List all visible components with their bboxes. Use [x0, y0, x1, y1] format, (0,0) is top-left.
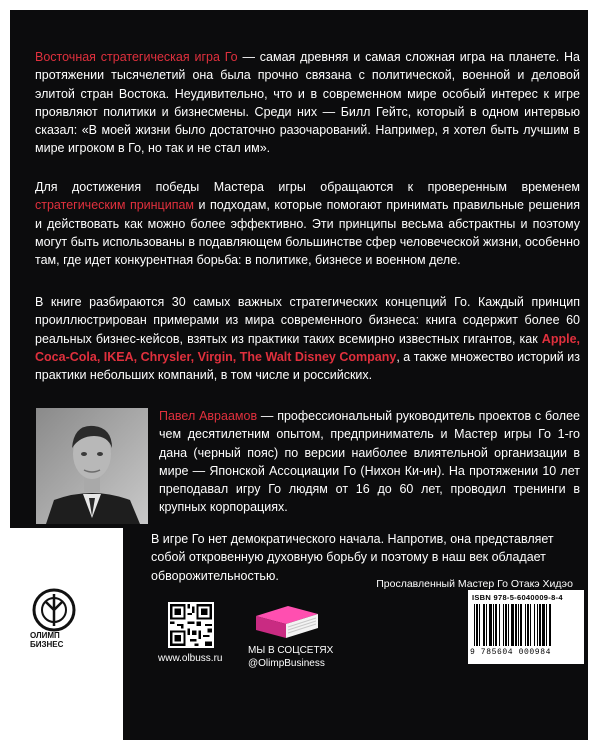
principles-text-after: и подходам, которые помогают принимать правильные решения и действовать как можно более эффективно. Эти принципы весьма абстрактны и поэтому могут быть использованы в подавляющем большинстве сфер человеческой жизни, особенно там, где идет конкурентная борьба: в политике, бизнесе и военном деле.: [35, 198, 580, 268]
publisher-name-line2: БИЗНЕС: [30, 640, 64, 649]
intro-text: — самая древняя и самая сложная игра на планете. На протяжении тысячелетий она была прочно связана с политической, военной и деловой элитой стран Востока. Неудивительно, что и в современном мире особый интерес к игре проявляют политики и бизнесмены. Среди них — Билл Гейтс, который в одном интервью сказал: «В моей жизни было достаточно разочарований. Например, я хотел быть лучшим в мире игроком в Го, но так и не стал им».: [35, 50, 580, 156]
cases-text-after: , а также множество историй из практики небольших компаний, в том числе и российских.: [35, 349, 580, 383]
author-bio: [159, 407, 580, 517]
publisher-name: [30, 631, 100, 649]
barcode-panel: [468, 590, 584, 664]
principles-paragraph: [35, 178, 580, 269]
go-highlight: Восточная стратегическая игра Го: [35, 50, 238, 64]
author-name: Павел Авраамов: [159, 409, 258, 423]
principles-text-before: Для достижения победы Мастера игры обращаются к проверенным временем: [35, 180, 580, 194]
social-handle[interactable]: @OlimpBusiness: [248, 658, 325, 669]
intro-paragraph: [35, 48, 580, 158]
cases-text-before: В книге разбираются 30 самых важных стратегических концепций Го. Каждый принцип проиллюстрирован примерами из мира современного бизнеса: книга содержит более 60 реальных бизнес-кейсов, взятых из практики таких всемирно известных гигантов, как: [35, 295, 580, 346]
publisher-website[interactable]: www.olbuss.ru: [158, 653, 223, 664]
olimp-logo-icon: [32, 588, 76, 632]
social-title: МЫ В СОЦСЕТЯХ: [248, 645, 334, 656]
publisher-name-line1: ОЛИМП: [30, 631, 60, 640]
companies-highlight: Apple, Coca-Cola, IKEA, Chrysler, Virgin, The Walt Disney Company: [35, 331, 580, 364]
author-photo: [36, 408, 148, 524]
barcode-digits: 9 785604 000984: [470, 648, 552, 657]
book-icon: [252, 602, 322, 642]
go-quote: В игре Го нет демократического начала. Напротив, она представляет собой откровенную духовную борьбу и поэтому в наш век обладает обворожительностью.: [151, 532, 554, 583]
book-back-cover: [10, 10, 588, 740]
quote-attribution: Прославленный Мастер Го Отакэ Хидэо: [376, 578, 573, 590]
principles-highlight: стратегическим принципам: [35, 198, 195, 213]
author-bio-text: — профессиональный руководитель проектов с более чем десятилетним опытом, предприниматель и Мастер игры Го 1-го дана (черный пояс) по версии наиболее влиятельной организации в мире — Японской Ассоциации Го (Нихон Ки-ин). На протяжении 10 лет преподавал игру Го людям от 16 до 60 лет, проводил тренинги в крупных корпорациях.: [159, 409, 580, 515]
social-block: [248, 644, 333, 670]
isbn-number: ISBN 978-5-6040009-8-4: [472, 593, 563, 602]
cases-paragraph: [35, 293, 580, 384]
barcode-bars: [474, 604, 578, 646]
publisher-panel: [10, 528, 123, 740]
qr-code-icon: [168, 602, 214, 648]
